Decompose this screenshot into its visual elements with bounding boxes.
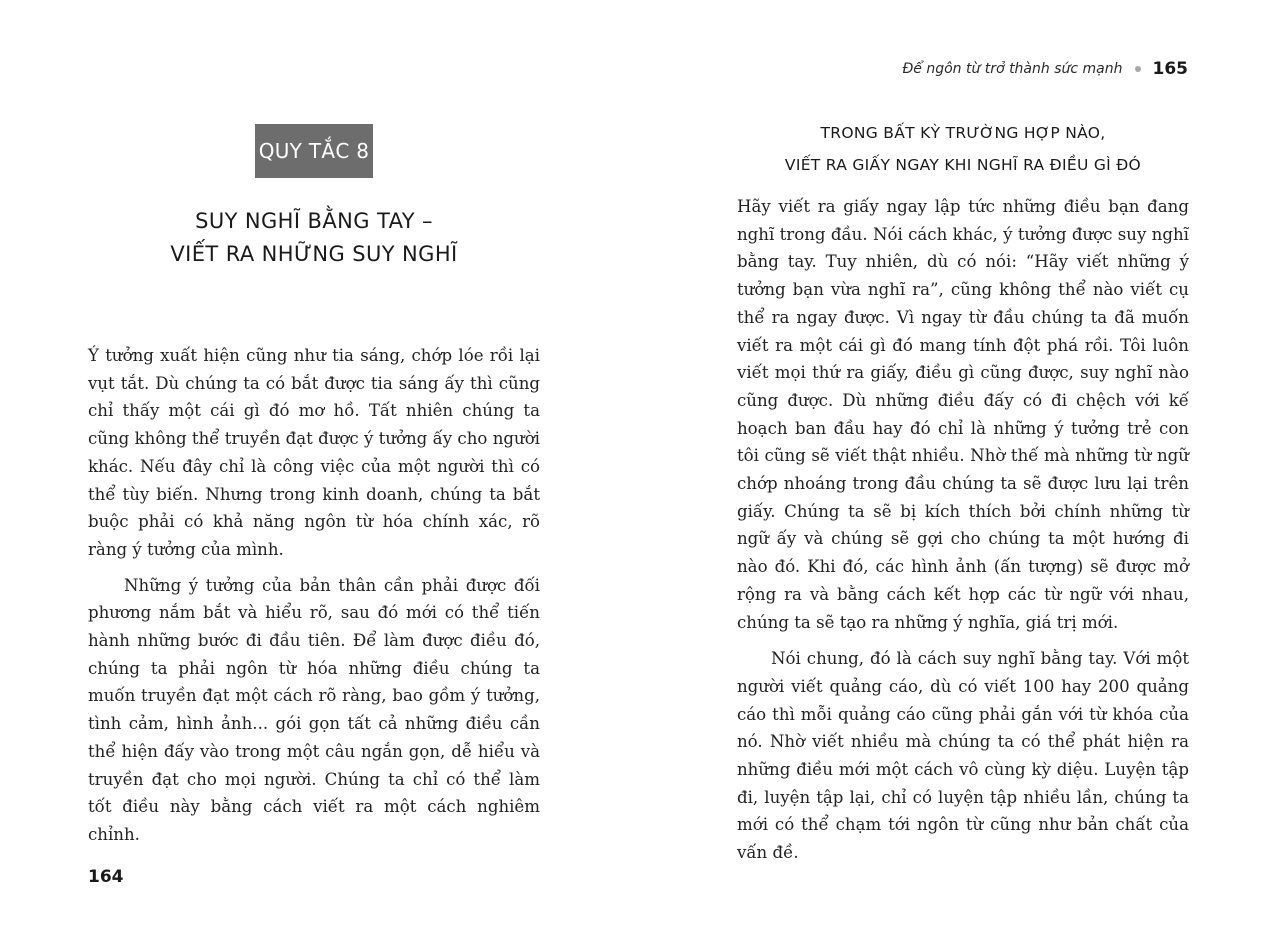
running-head <box>902 58 1188 80</box>
section-heading-line: VIẾT RA GIẤY NGAY KHI NGHĨ RA ĐIỀU GÌ ĐÓ <box>784 156 1142 174</box>
paragraph: Những ý tưởng của bản thân cần phải được đối phương nắm bắt và hiểu rõ, sau đó mới có thể tiến hành những bước đi đầu tiên. Để làm được điều đó, chúng ta phải ngôn từ hóa những điều chúng ta muốn truyền đạt một cách rõ ràng, bao gồm ý tưởng, tình cảm, hình ảnh... gói gọn tất cả những điều cần thể hiện đấy vào trong một câu ngắn gọn, dễ hiểu và truyền đạt cho mọi người. Chúng ta chỉ có thể làm tốt điều này bằng cách viết ra một cách nghiêm chỉnh. <box>88 575 540 844</box>
paragraph: Ý tưởng xuất hiện cũng như tia sáng, chớp lóe rồi lại vụt tắt. Dù chúng ta có bắt được tia sáng ấy thì cũng chỉ thấy một cái gì đó mơ hồ. Tất nhiên chúng ta cũng không thể truyền đạt được ý tưởng ấy cho người khác. Nếu đây chỉ là công việc của một người thì có thể tùy biến. Nhưng trong kinh doanh, chúng ta bắt buộc phải có khả năng ngôn từ hóa chính xác, rõ ràng ý tưởng của mình. <box>88 346 540 559</box>
right-page <box>640 0 1280 934</box>
running-head-title: Để ngôn từ trở thành sức mạnh <box>902 61 1123 77</box>
bullet-dot-icon <box>1135 66 1141 72</box>
page-number: 165 <box>1152 59 1188 79</box>
rule-badge: QUY TẮC 8 <box>255 124 373 178</box>
chapter-title-line: SUY NGHĨ BẰNG TAY – <box>195 209 433 233</box>
left-body-text <box>88 342 540 849</box>
chapter-title-line: VIẾT RA NHỮNG SUY NGHĨ <box>170 242 458 266</box>
paragraph: Hãy viết ra giấy ngay lập tức những điều bạn đang nghĩ trong đầu. Nói cách khác, ý tưởng được suy nghĩ bằng tay. Tuy nhiên, dù có nói: “Hãy viết những ý tưởng bạn vừa nghĩ ra”, cũng không thể nào viết cụ thể ra ngay được. Vì ngay từ đầu chúng ta đã muốn viết ra một cái gì đó mang tính đột phá rồi. Tôi luôn viết mọi thứ ra giấy, điều gì cũng được, suy nghĩ nào cũng được. Dù những điều đấy có đi chệch với kế hoạch ban đầu hay đó chỉ là những ý tưởng trẻ con tôi cũng sẽ viết thật nhiều. Nhờ thế mà những từ ngữ chớp nhoáng trong đầu chúng ta sẽ được lưu lại trên giấy. Chúng ta sẽ bị kích thích bởi chính những từ ngữ ấy và chúng sẽ gợi cho chúng ta một hướng đi nào đó. Khi đó, các hình ảnh (ấn tượng) sẽ được mở rộng ra và bằng cách kết hợp các từ ngữ với nhau, chúng ta sẽ tạo ra những ý nghĩa, giá trị mới. <box>737 197 1189 632</box>
paragraph: Nói chung, đó là cách suy nghĩ bằng tay. Với một người viết quảng cáo, dù có viết 100 hay 200 quảng cáo thì mỗi quảng cáo cũng phải gắn với từ khóa của nó. Nhờ viết nhiều mà chúng ta có thể phát hiện ra những điều mới một cách vô cùng kỳ diệu. Luyện tập đi, luyện tập lại, chỉ có luyện tập nhiều lần, chúng ta mới có thể chạm tới ngôn từ cũng như bản chất của vấn đề. <box>737 649 1189 863</box>
section-heading <box>737 117 1189 181</box>
section-heading-line: TRONG BẤT KỲ TRƯỜNG HỢP NÀO, <box>820 124 1106 142</box>
page-number: 164 <box>88 867 124 887</box>
right-body-text <box>737 193 1189 867</box>
chapter-title <box>88 205 540 271</box>
